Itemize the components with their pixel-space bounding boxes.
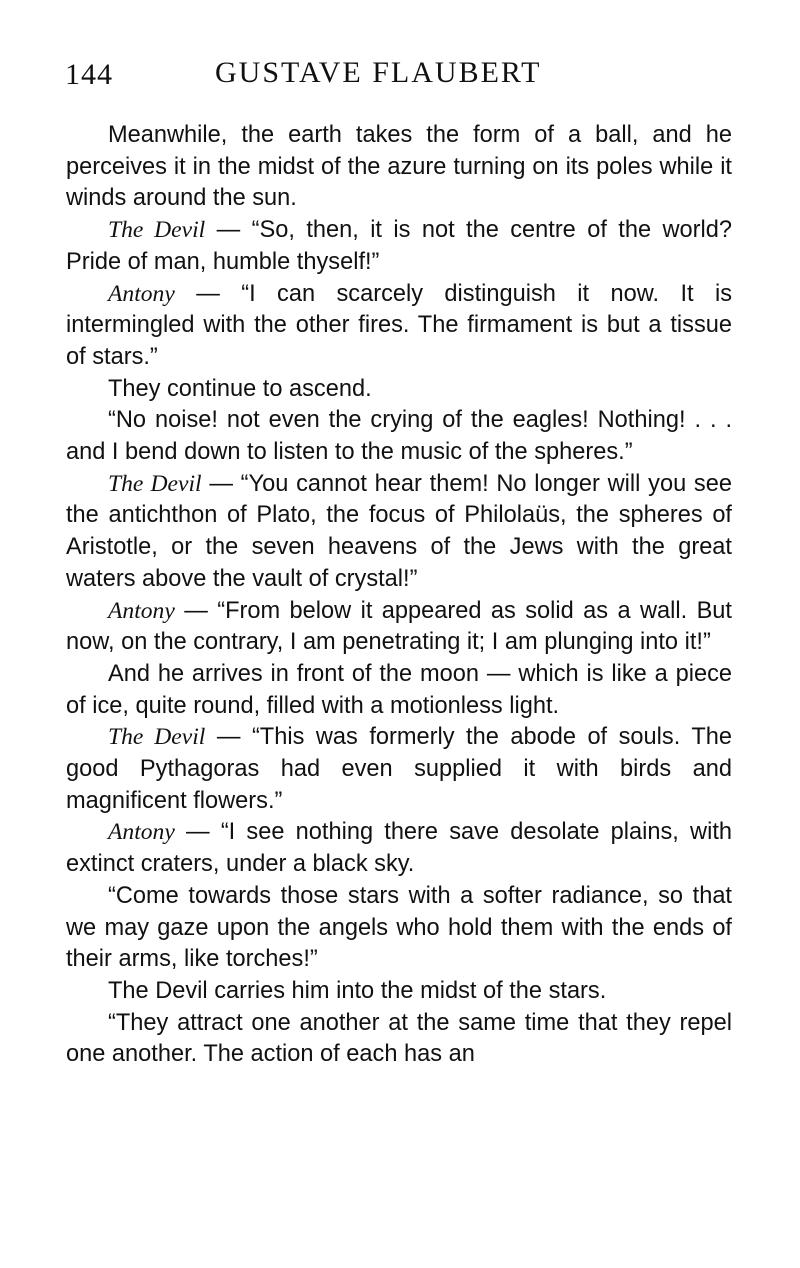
paragraph: “Come towards those stars with a softer radiance, so that we may gaze upon the angels who hold them with the ends of their arms, like torches!” xyxy=(66,882,732,973)
paragraph: The Devil — “You cannot hear them! No longer will you see the antichthon of Plato, the focus of Philolaüs, the spheres of Aristotle, or the seven heavens of the Jews with the great waters above the vault of crystal!” xyxy=(66,470,732,592)
running-title: GUSTAVE FLAUBERT xyxy=(215,56,542,89)
paragraph: The Devil — “This was formerly the abode of souls. The good Pythagoras had even supplied it with birds and magnificent flowers.” xyxy=(66,724,732,814)
paragraph: The Devil — “So, then, it is not the centre of the world? Pride of man, humble thyself!” xyxy=(66,217,732,275)
body-text xyxy=(66,120,732,1071)
speaker-name: Antony xyxy=(108,280,175,307)
speaker-name: Antony xyxy=(108,819,175,846)
speaker-name: The Devil xyxy=(108,470,202,497)
paragraph: Antony — “From below it appeared as solid as a wall. But now, on the contrary, I am penetrating it; I am plunging into it!” xyxy=(66,597,732,656)
paragraph: The Devil carries him into the midst of the stars. xyxy=(108,977,607,1004)
paragraph: And he arrives in front of the moon — which is like a piece of ice, quite round, filled with a motionless light. xyxy=(66,660,732,719)
paragraph: “No noise! not even the crying of the eagles! Nothing! . . . and I bend down to listen to the music of the spheres.” xyxy=(66,407,732,466)
paragraph: “They attract one another at the same time that they repel one another. The action of each has an xyxy=(66,1009,732,1068)
paragraph: They continue to ascend. xyxy=(108,375,372,402)
paragraph: Antony — “I see nothing there save desolate plains, with extinct craters, under a black sky. xyxy=(66,819,732,878)
paragraph: Meanwhile, the earth takes the form of a ball, and he perceives it in the midst of the azure turning on its poles while it winds around the sun. xyxy=(66,122,732,212)
speaker-name: Antony xyxy=(108,597,175,624)
speaker-name: The Devil xyxy=(108,724,206,751)
page-number: 144 xyxy=(65,58,113,91)
page-header xyxy=(65,56,730,96)
speaker-name: The Devil xyxy=(108,217,206,244)
paragraph: Antony — “I can scarcely distinguish it now. It is intermingled with the other fires. The firmament is but a tissue of stars.” xyxy=(66,280,732,370)
